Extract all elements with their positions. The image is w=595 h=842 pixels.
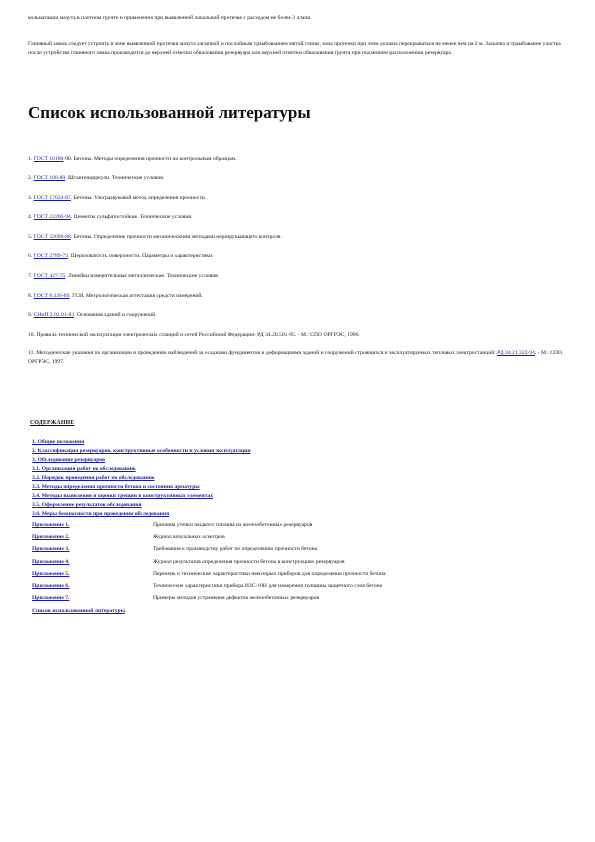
reference-item-4: 4. ГОСТ 22266-94. Цементы сульфатостойкие. Технические условия. bbox=[28, 214, 193, 220]
appendix-desc-2: Журнал визуальных осмотров bbox=[153, 534, 225, 540]
toc-link-3-2[interactable]: 3.2. Порядок проведения работ по обследованию bbox=[32, 475, 155, 481]
toc-link-3-1[interactable]: 3.1. Организация работ по обследованию bbox=[32, 466, 136, 472]
toc-link-3-3[interactable]: 3.3. Методы определения прочности бетона и состояния арматуры bbox=[32, 484, 200, 490]
appendix-link-5[interactable]: Приложение 5. bbox=[32, 571, 70, 577]
toc-link-3[interactable]: 3. Обследование резервуаров bbox=[32, 457, 105, 463]
literature-heading: Список использованной литературы bbox=[28, 103, 311, 122]
appendix-link-6[interactable]: Приложение 6. bbox=[32, 583, 70, 589]
reference-item-2: 2. ГОСТ 166-89. Штангенциркули. Технические условия. bbox=[28, 175, 165, 181]
toc-link-2[interactable]: 2. Классификация резервуаров, конструктивные особенности и условия эксплуатации bbox=[32, 448, 251, 454]
reference-item-6: 6. ГОСТ 2789-73. Шероховатость поверхности. Параметры и характеристики. bbox=[28, 253, 214, 259]
reference-item-1: 1. ГОСТ 10180-90. Бетоны. Методы определения прочности по контрольным образцам. bbox=[28, 156, 237, 162]
toc-link-3-5[interactable]: 3.5. Оформление результатов обследования bbox=[32, 502, 142, 508]
reference-link[interactable]: ГОСТ 166-89 bbox=[33, 175, 66, 181]
reference-link[interactable]: ГОСТ 22690-88 bbox=[33, 234, 71, 240]
reference-link[interactable]: ГОСТ 22266-94 bbox=[33, 214, 71, 220]
reference-item-9: 9. СНиП 2.02.01-83. Основания зданий и сооружений. bbox=[28, 312, 157, 318]
appendix-desc-3: Требования к производству работ по определению прочности бетона bbox=[153, 546, 318, 552]
reference-link[interactable]: ГОСТ 8.326-89 bbox=[33, 293, 70, 299]
intro-paragraph-1: кольматации мазута в плотном грунте и применения при выявленной локальной протечке с расходом не более 3 л/мин. bbox=[28, 15, 312, 21]
reference-link[interactable]: СНиП 2.02.01-83 bbox=[33, 312, 75, 318]
appendix-desc-5: Перечень и технические характеристики некоторых приборов для определения прочности бетона bbox=[153, 571, 386, 577]
appendix-desc-7: Примеры методов устранения дефектов железобетонных резервуаров bbox=[153, 595, 320, 601]
appendix-desc-4: Журнал результатов определения прочности бетона в конструкциях резервуаров bbox=[153, 559, 345, 565]
toc-link-3-6[interactable]: 3.6. Меры безопасности при проведении обследования bbox=[32, 511, 170, 517]
appendix-desc-6: Технические характеристики прибора ИЗС-10Н для измерения толщины защитного слоя бетона bbox=[153, 583, 383, 589]
reference-item-7: 7. ГОСТ 427-75. Линейки измерительные металлические. Технические условия. bbox=[28, 273, 220, 279]
appendix-link-4[interactable]: Приложение 4. bbox=[32, 559, 70, 565]
appendix-link-2[interactable]: Приложение 2. bbox=[32, 534, 70, 540]
reference-link[interactable]: ГОСТ 427-75 bbox=[33, 273, 66, 279]
intro-paragraph-2: Глиняный замок следует устроить в зоне выявленной протечки мазута засыпкой и послойным трамбованием мятой глины, зона протечки при этом должна перекрываться не менее чем на 2 м. Засыпка и трамбование участка после устройства глиняного замка производится до верхней отметки обвалования резервуара или верхней отметки обвалования грунта при подземном расположении резервуара. bbox=[28, 41, 561, 56]
reference-link[interactable]: ГОСТ 10180 bbox=[33, 156, 64, 162]
appendix-link-1[interactable]: Приложение 1. bbox=[32, 522, 70, 528]
toc-title: СОДЕРЖАНИЕ bbox=[30, 420, 75, 426]
toc-link-literature[interactable]: Список использованной литературы bbox=[32, 608, 125, 614]
reference-item-3: 3. ГОСТ 17624-87. Бетоны. Ультразвуковой метод определения прочности. bbox=[28, 195, 207, 201]
reference-item-5: 5. ГОСТ 22690-88. Бетоны. Определение прочности механическими методами неразрушающего контроля. bbox=[28, 234, 282, 240]
appendix-link-3[interactable]: Приложение 3. bbox=[32, 546, 70, 552]
reference-item-10: 10. Правила технической эксплуатации электрических станций и сетей Российской Федерации: РД 34.20.501-95. - М.: СПО ОРГРЭС, 1996. bbox=[28, 332, 360, 338]
reference-link[interactable]: ГОСТ 17624-87 bbox=[33, 195, 71, 201]
toc-link-1[interactable]: 1. Общие положения bbox=[32, 439, 85, 445]
appendix-desc-1: Причины утечки жидкого топлива из железобетонных резервуаров bbox=[153, 522, 313, 528]
appendix-link-7[interactable]: Приложение 7. bbox=[32, 595, 70, 601]
reference-link[interactable]: РД 34.21.322-94 bbox=[497, 350, 535, 356]
reference-item-11: 11. Методические указания по организации и проведению наблюдений за осадками фундаментов и деформациями зданий и сооружений строящихся и эксплуатируемых тепловых электростанций: РД 34.21.322-94. - М.: СПО ОРГРЭС, 1997. bbox=[28, 350, 563, 365]
reference-item-8: 8. ГОСТ 8.326-89. ГСИ. Метрологическая аттестация средств измерений. bbox=[28, 293, 203, 299]
reference-link[interactable]: ГОСТ 2789-73 bbox=[33, 253, 69, 259]
toc-link-3-4[interactable]: 3.4. Методы выявления и оценки трещин в конструктивных элементах bbox=[32, 493, 213, 499]
